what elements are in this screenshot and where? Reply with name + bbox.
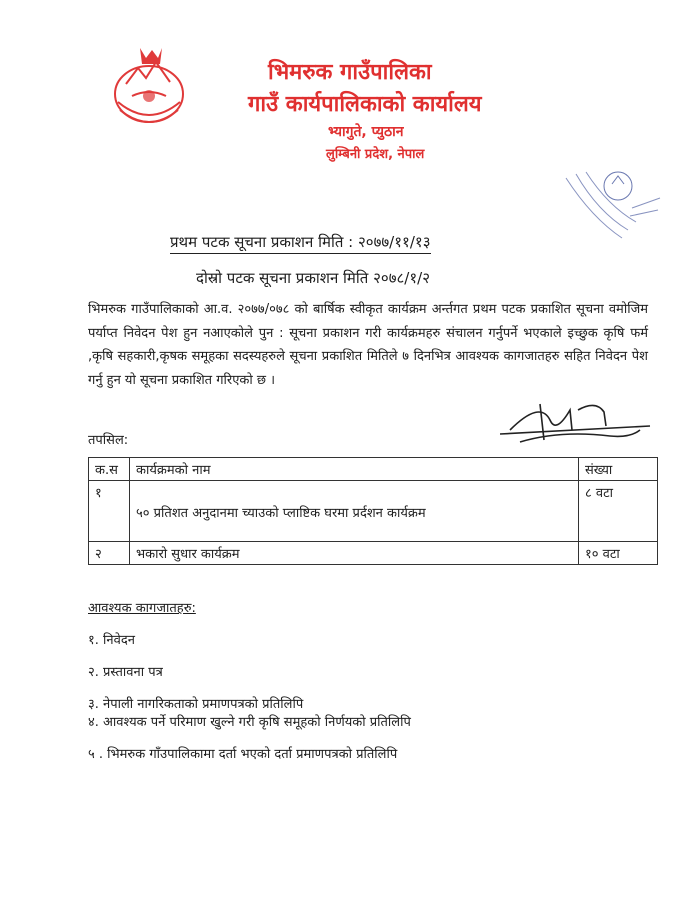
table-cell-qty: १० वटा [579, 542, 658, 565]
table-row [89, 542, 658, 565]
government-emblem-icon [110, 44, 188, 130]
program-name: ५० प्रतिशत अनुदानमा च्याउको प्लाष्टिक घरमा प्रर्दशन कार्यक्रम [136, 506, 426, 521]
requirement-item: ३. नेपाली नागरिकताको प्रमाणपत्रको प्रतिलिपि [88, 697, 304, 712]
office-name: गाउँ कार्यपालिकाको कार्यालय [248, 92, 482, 117]
table-header: क.स [89, 458, 130, 481]
details-label: तपसिल: [88, 433, 129, 448]
requirement-item: ४. आवश्यक पर्ने परिमाण खुल्ने गरी कृषि समूहको निर्णयको प्रतिलिपि [88, 715, 411, 730]
second-notice-date: दोस्रो पटक सूचना प्रकाशन मिति २०७८/१/२ [196, 269, 431, 287]
municipality-name: भिमरुक गाउँपालिका [268, 60, 432, 85]
official-stamp-icon [562, 158, 666, 254]
province-country: लुम्बिनी प्रदेश, नेपाल [326, 147, 425, 162]
requirement-item: २. प्रस्तावना पत्र [88, 665, 163, 680]
table-header: कार्यक्रमको नाम [130, 458, 579, 481]
table-cell-sn: २ [89, 542, 130, 565]
requirement-item: ५ . भिमरुक गाँउपालिकामा दर्ता भएको दर्ता प्रमाणपत्रको प्रतिलिपि [88, 747, 398, 762]
signature-icon [500, 390, 660, 450]
office-location: भ्यागुते, प्युठान [328, 124, 404, 140]
notice-body: भिमरुक गाउँपालिकाको आ.व. २०७७/०७८ को बार्षिक स्वीकृत कार्यक्रम अर्न्तगत प्रथम पटक प्रकाशित सूचना वमोजिम पर्याप्त निवेदन पेश हुन नआएकोले पुन : सूचना प्रकाशन गरी कार्यक्रमहरु संचालन गर्नुपर्ने भएकाले इच्छुक कृषि फर्म ,कृषि सहकारी,कृषक समूहका सदस्यहरुले सूचना प्रकाशित मितिले ७ दिनभित्र आवश्यक कागजातहरु सहित निवेदन पेश गर्नु हुन यो सूचना प्रकाशित गरिएको छ । [88, 302, 648, 388]
requirements-title: आवश्यक कागजातहरु: [88, 601, 196, 616]
table-row [89, 481, 658, 542]
table-cell-sn: १ [89, 481, 130, 542]
table-header-row [89, 458, 658, 481]
first-notice-date: प्रथम पटक सूचना प्रकाशन मिति : २०७७/११/१३ [170, 232, 431, 254]
program-table [88, 457, 658, 565]
table-cell-program [130, 481, 579, 542]
table-cell-qty: ८ वटा [579, 481, 658, 542]
table-header: संख्या [579, 458, 658, 481]
table-cell-program: भकारो सुधार कार्यक्रम [130, 542, 579, 565]
requirement-item: १. निवेदन [88, 633, 135, 648]
